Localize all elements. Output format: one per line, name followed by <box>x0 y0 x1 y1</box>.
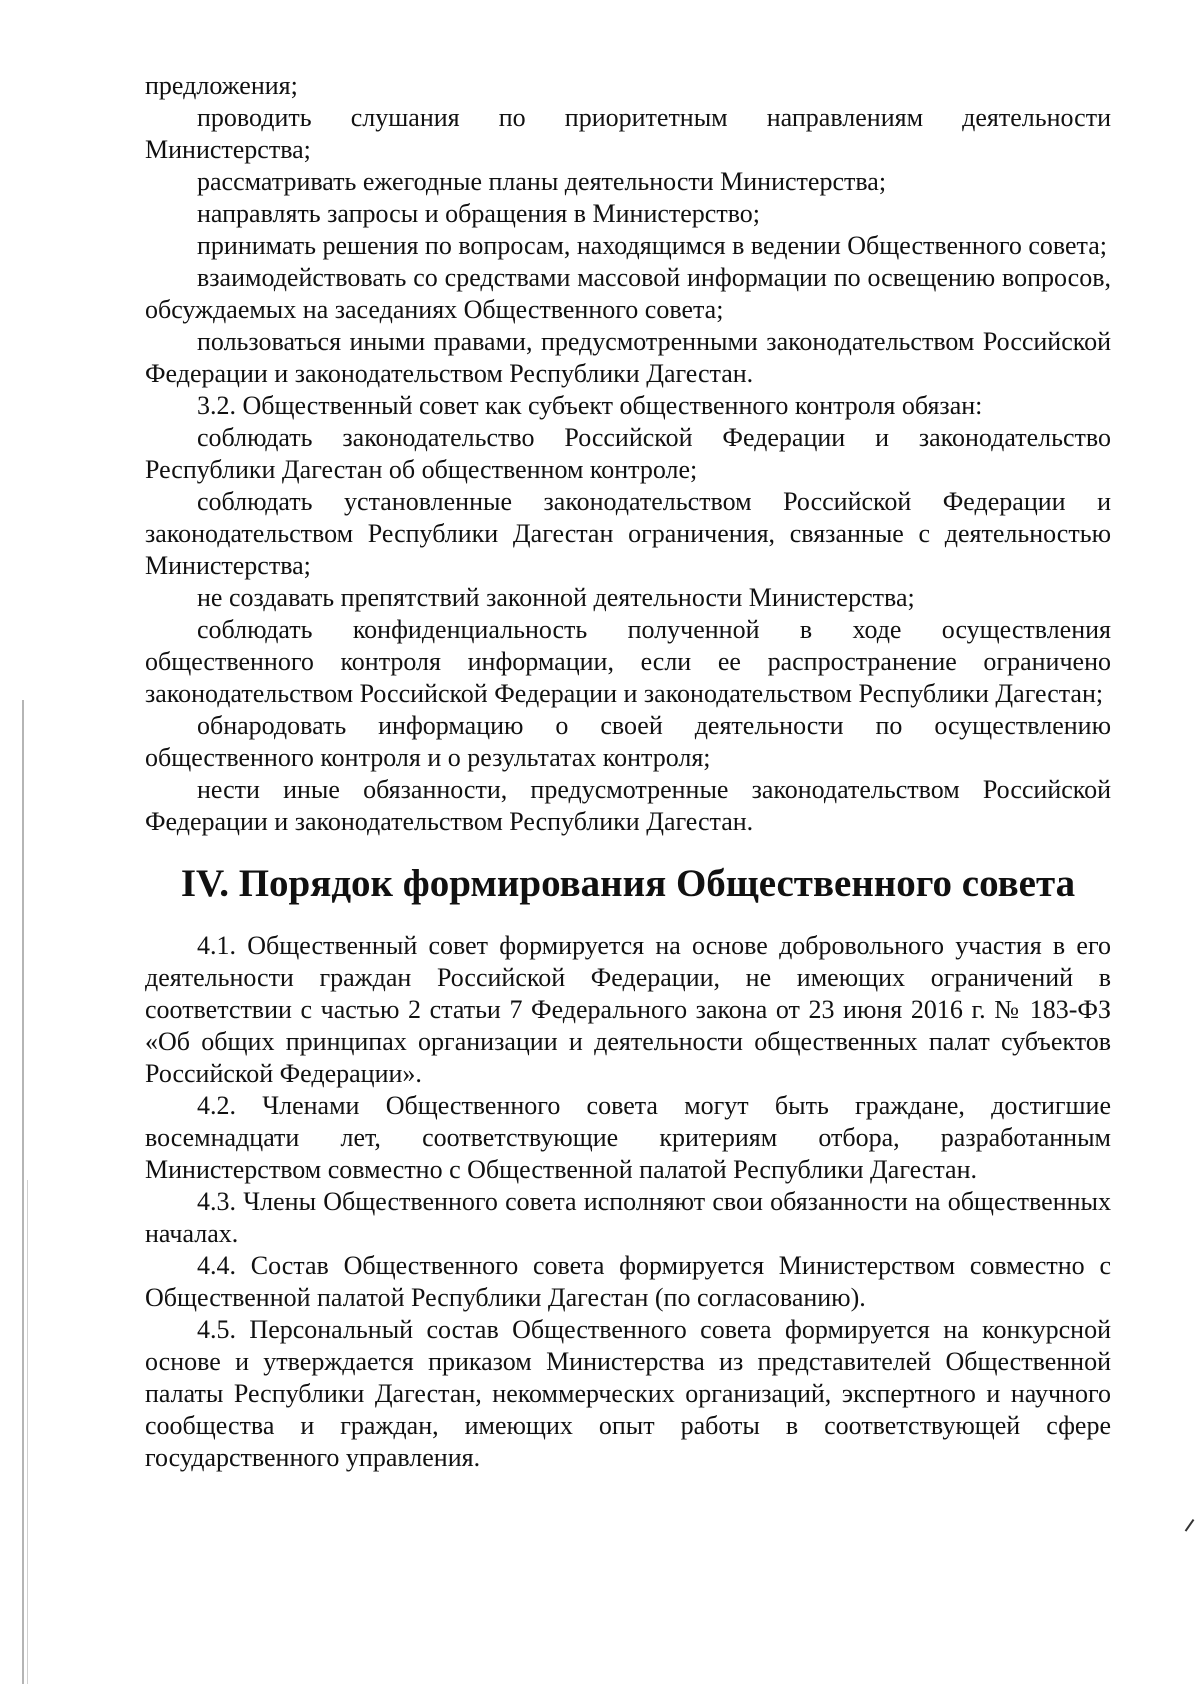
paragraph: 4.1. Общественный совет формируется на основе добровольного участия в его деятельности граждан Российской Федерации, не имеющих ограничений в соответствии с частью 2 статьи 7 Федерального закона от 23 июня 2016 г. № 183-ФЗ «Об общих принципах организации и деятельности общественных палат субъектов Российской Федерации». <box>145 931 1111 1088</box>
paragraph: пользоваться иными правами, предусмотренными законодательством Российской Федерации и законодательством Республики Дагестан. <box>145 327 1111 388</box>
scan-artifact-mark <box>1185 1519 1200 1535</box>
paragraph: соблюдать законодательство Российской Федерации и законодательство Республики Дагестан об общественном контроле; <box>145 423 1111 484</box>
paragraph: предложения; <box>145 71 298 100</box>
paragraph: 4.5. Персональный состав Общественного совета формируется на конкурсной основе и утверждается приказом Министерства из представителей Общественной палаты Республики Дагестан, некоммерческих организаций, экспертного и научного сообщества и граждан, имеющих опыт работы в соответствующей сфере государственного управления. <box>145 1315 1111 1472</box>
paragraph: обнародовать информацию о своей деятельности по осуществлению общественного контроля и о результатах контроля; <box>145 711 1111 772</box>
paragraph: взаимодействовать со средствами массовой информации по освещению вопросов, обсуждаемых на заседаниях Общественного совета; <box>145 263 1111 324</box>
paragraph: 3.2. Общественный совет как субъект общественного контроля обязан: <box>197 391 983 420</box>
paragraph: проводить слушания по приоритетным направлениям деятельности Министерства; <box>145 103 1111 164</box>
paragraph: нести иные обязанности, предусмотренные законодательством Российской Федерации и законодательством Республики Дагестан. <box>145 775 1111 836</box>
paragraph: соблюдать установленные законодательством Российской Федерации и законодательством Республики Дагестан ограничения, связанные с деятельностью Министерства; <box>145 487 1111 580</box>
paragraph: 4.4. Состав Общественного совета формируется Министерством совместно с Общественной палатой Республики Дагестан (по согласованию). <box>145 1251 1111 1312</box>
document-body <box>145 70 1111 1474</box>
paragraph: 4.2. Членами Общественного совета могут быть граждане, достигшие восемнадцати лет, соответствующие критериям отбора, разработанным Министерством совместно с Общественной палатой Республики Дагестан. <box>145 1091 1111 1184</box>
paragraph: рассматривать ежегодные планы деятельности Министерства; <box>197 167 887 196</box>
section-heading: IV. Порядок формирования Общественного совета <box>180 862 1076 905</box>
scan-edge-line <box>27 1180 28 1684</box>
paragraph: 4.3. Члены Общественного совета исполняют свои обязанности на общественных началах. <box>145 1187 1111 1248</box>
paragraph: соблюдать конфиденциальность полученной в ходе осуществления общественного контроля информации, если ее распространение ограничено законодательством Российской Федерации и законодательством Республики Дагестан; <box>145 615 1111 708</box>
paragraph: принимать решения по вопросам, находящимся в ведении Общественного совета; <box>197 231 1107 260</box>
paragraph: направлять запросы и обращения в Министерство; <box>197 199 761 228</box>
scan-edge-line <box>22 700 24 1684</box>
section-4-body <box>145 930 1111 1474</box>
paragraph: не создавать препятствий законной деятельности Министерства; <box>197 583 915 612</box>
